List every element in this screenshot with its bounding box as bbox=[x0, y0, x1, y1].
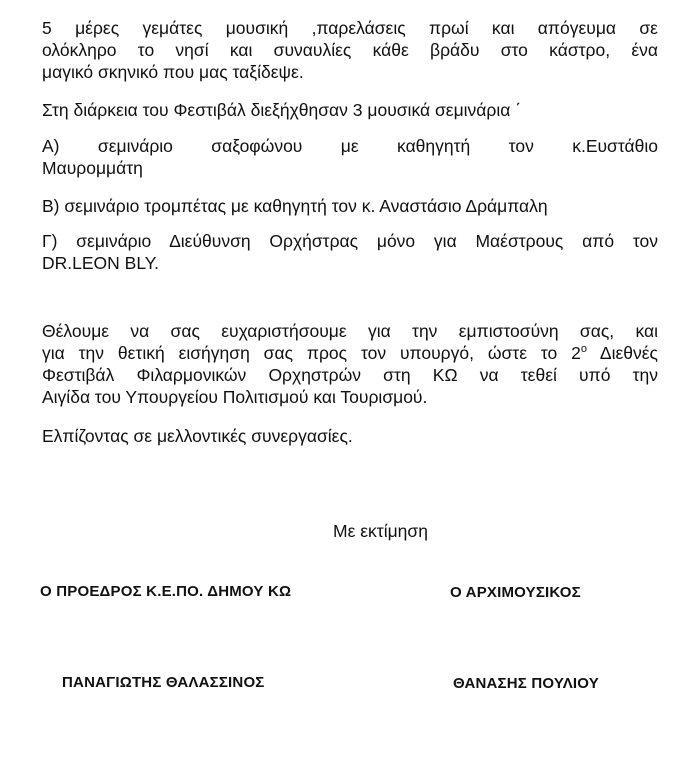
text-line: Αιγίδα του Υπουργείου Πολιτισμού και Τουρισμού. bbox=[42, 387, 428, 407]
ordinal-superscript: ο bbox=[580, 343, 587, 356]
text-line: μαγικό σκηνικό που μας ταξίδεψε. bbox=[42, 62, 304, 82]
text-line: Φεστιβάλ Φιλαρμονικών Ορχηστρών στη ΚΩ να τεθεί υπό την bbox=[42, 365, 658, 385]
text-line: ολόκληρο το νησί και συναυλίες κάθε βράδυ στο κάστρο, ένα bbox=[42, 40, 658, 60]
text-line bbox=[42, 342, 658, 364]
closing-salutation: Με εκτίμηση bbox=[333, 521, 428, 541]
bandmaster-title: Ο ΑΡΧΙΜΟΥΣΙΚΟΣ bbox=[450, 584, 581, 601]
seminar-b-paragraph bbox=[42, 195, 658, 217]
text-line: Ελπίζοντας σε μελλοντικές συνεργασίες. bbox=[42, 426, 353, 446]
text-fragment: για την θετική εισήγηση σας προς τον υπουργό, ώστε το 2 bbox=[42, 343, 581, 363]
text-line: 5 μέρες γεμάτες μουσική ,παρελάσεις πρωί και απόγευμα σε bbox=[42, 18, 658, 38]
president-name: ΠΑΝΑΓΙΩΤΗΣ ΘΑΛΑΣΣΙΝΟΣ bbox=[62, 674, 265, 691]
wishes-paragraph bbox=[42, 425, 658, 447]
seminar-c-paragraph bbox=[42, 230, 658, 274]
text-line: Θέλουμε να σας ευχαριστήσουμε για την εμπιστοσύνη σας, και bbox=[42, 321, 658, 341]
text-line: Μαυρομμάτη bbox=[42, 158, 143, 178]
bandmaster-name: ΘΑΝΑΣΗΣ ΠΟΥΛΙΟΥ bbox=[453, 675, 599, 692]
text-line: Α) σεμινάριο σαξοφώνου με καθηγητή τον κ.Ευστάθιο bbox=[42, 136, 658, 156]
text-line: Β) σεμινάριο τρομπέτας με καθηγητή τον κ. Αναστάσιο Δράμπαλη bbox=[42, 196, 548, 216]
text-line: DR.LEON BLY. bbox=[42, 253, 160, 273]
president-title: Ο ΠΡΟΕΔΡΟΣ Κ.Ε.ΠΟ. ΔΗΜΟΥ ΚΩ bbox=[40, 583, 292, 600]
seminar-a-paragraph bbox=[42, 135, 658, 179]
seminars-intro-paragraph bbox=[42, 99, 658, 121]
text-line: Γ) σεμινάριο Διεύθυνση Ορχήστρας μόνο για Μαέστρους από τον bbox=[42, 231, 658, 251]
text-line: Στη διάρκεια του Φεστιβάλ διεξήχθησαν 3 μουσικά σεμινάρια ΄ bbox=[42, 100, 522, 120]
festival-summary-paragraph bbox=[42, 17, 658, 83]
thanks-paragraph bbox=[42, 320, 658, 408]
text-fragment: Διεθνές bbox=[586, 343, 658, 363]
